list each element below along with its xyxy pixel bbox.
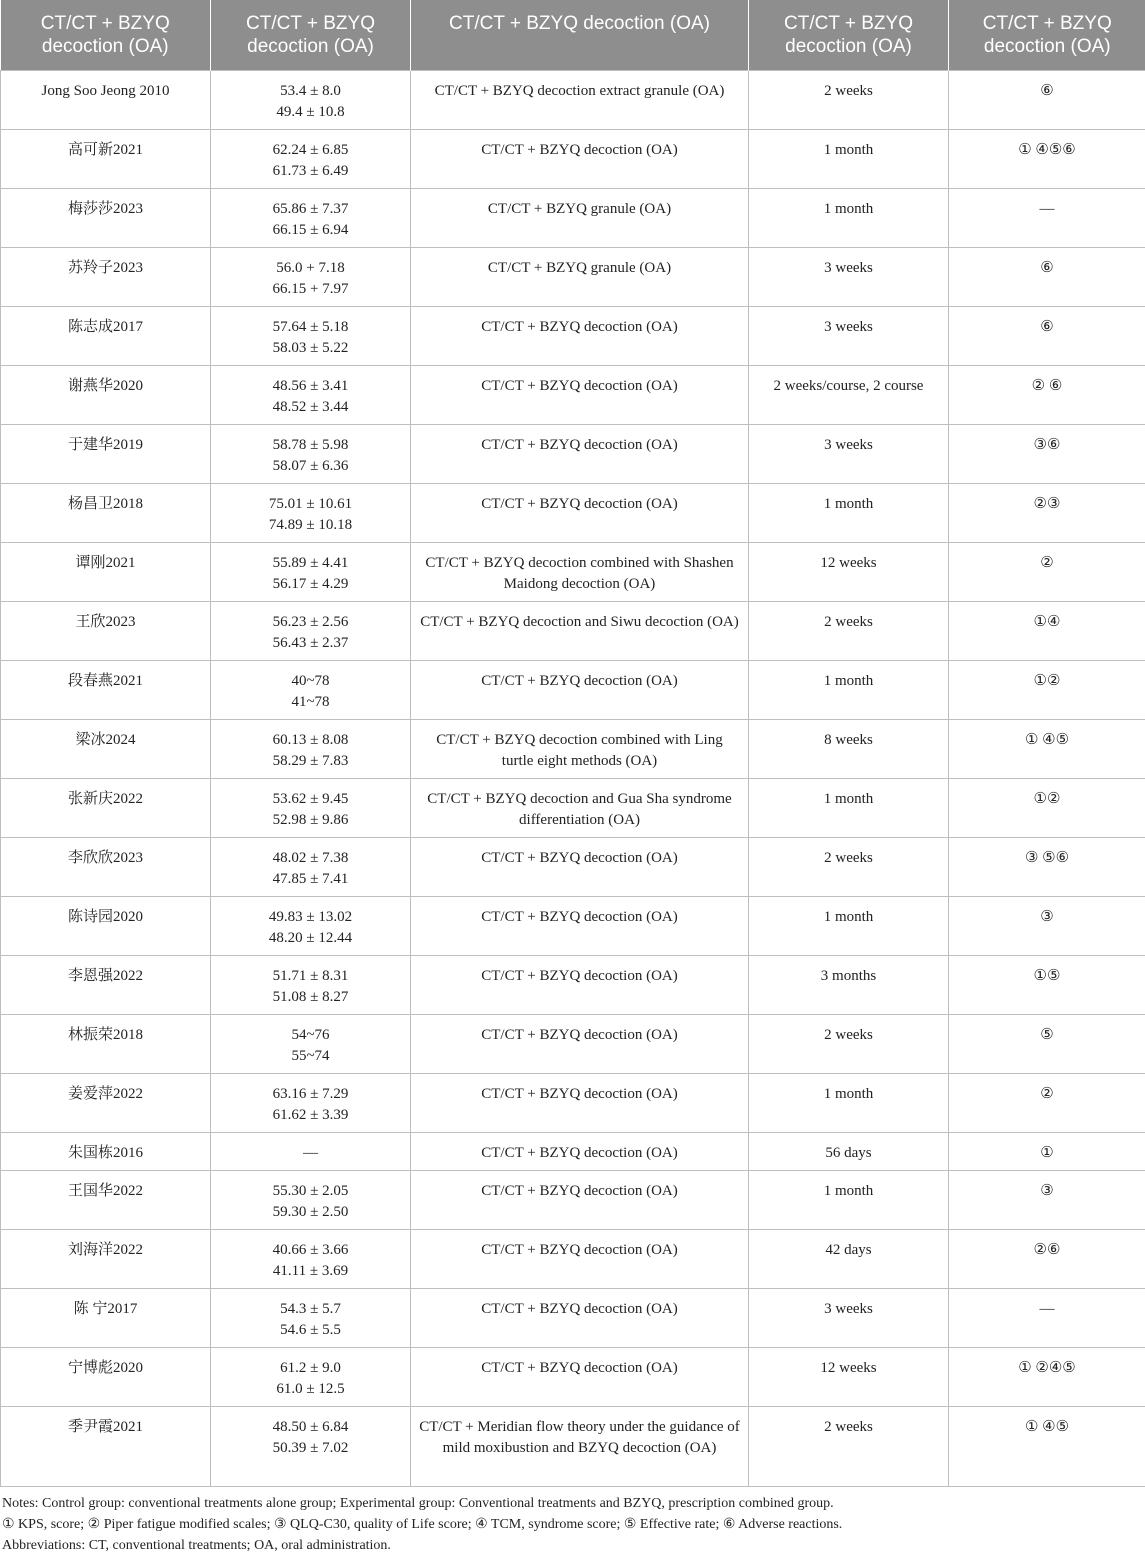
age-value-control: 54.6 ± 5.5: [219, 1320, 402, 1341]
age-value-control: 61.73 ± 6.49: [219, 161, 402, 182]
outcomes-cell: ① ②④⑤: [949, 1347, 1145, 1406]
column-header-2: CT/CT + BZYQ decoction (OA): [211, 0, 411, 70]
duration-cell: 2 weeks: [749, 601, 949, 660]
table-row: [1, 719, 1145, 778]
age-value-control: 66.15 ± 6.94: [219, 220, 402, 241]
intervention-cell: CT/CT + BZYQ decoction (OA): [411, 660, 749, 719]
age-value-experimental: 63.16 ± 7.29: [219, 1084, 402, 1105]
outcomes-cell: ①②: [949, 660, 1145, 719]
duration-cell: 1 month: [749, 188, 949, 247]
table-row: [1, 247, 1145, 306]
legend-line: ① KPS, score; ② Piper fatigue modified scales; ③ QLQ-C30, quality of Life score; ④ TCM, syndrome score; ⑤ Effective rate; ⑥ Adverse reactions.: [2, 1514, 1143, 1535]
duration-cell: 3 weeks: [749, 247, 949, 306]
age-cell: [211, 424, 411, 483]
age-value-experimental: 55.30 ± 2.05: [219, 1181, 402, 1202]
duration-cell: 3 weeks: [749, 306, 949, 365]
table-row: [1, 483, 1145, 542]
outcomes-cell: ⑥: [949, 247, 1145, 306]
outcomes-cell: ②: [949, 1073, 1145, 1132]
abbreviations-line: Abbreviations: CT, conventional treatments; OA, oral administration.: [2, 1535, 1143, 1556]
outcomes-cell: ③: [949, 896, 1145, 955]
age-cell: [211, 188, 411, 247]
age-value-experimental: 57.64 ± 5.18: [219, 317, 402, 338]
age-value-control: 48.20 ± 12.44: [219, 928, 402, 949]
age-cell: [211, 483, 411, 542]
duration-cell: 1 month: [749, 483, 949, 542]
duration-cell: 56 days: [749, 1132, 949, 1170]
intervention-cell: CT/CT + Meridian flow theory under the guidance of mild moxibustion and BZYQ decoction (OA): [411, 1406, 749, 1486]
age-value-experimental: —: [219, 1143, 402, 1164]
table-row: [1, 778, 1145, 837]
age-cell: [211, 247, 411, 306]
column-header-5: CT/CT + BZYQ decoction (OA): [949, 0, 1145, 70]
age-cell: [211, 837, 411, 896]
outcomes-cell: ① ④⑤: [949, 1406, 1145, 1486]
intervention-cell: CT/CT + BZYQ decoction (OA): [411, 1014, 749, 1073]
table-row: [1, 70, 1145, 129]
intervention-cell: CT/CT + BZYQ decoction (OA): [411, 1132, 749, 1170]
table-row: [1, 896, 1145, 955]
table-row: [1, 1347, 1145, 1406]
column-header-3: CT/CT + BZYQ decoction (OA): [411, 0, 749, 70]
outcomes-cell: ②③: [949, 483, 1145, 542]
table-row: [1, 1073, 1145, 1132]
age-cell: [211, 70, 411, 129]
outcomes-cell: ③: [949, 1170, 1145, 1229]
table-row: [1, 306, 1145, 365]
age-cell: [211, 306, 411, 365]
age-value-control: 51.08 ± 8.27: [219, 987, 402, 1008]
age-cell: [211, 1347, 411, 1406]
age-value-experimental: 54~76: [219, 1025, 402, 1046]
age-value-experimental: 48.02 ± 7.38: [219, 848, 402, 869]
table-row: [1, 1132, 1145, 1170]
outcomes-cell: ⑤: [949, 1014, 1145, 1073]
outcomes-cell: ②⑥: [949, 1229, 1145, 1288]
outcomes-cell: ③ ⑤⑥: [949, 837, 1145, 896]
age-value-experimental: 40.66 ± 3.66: [219, 1240, 402, 1261]
age-value-experimental: 56.0 + 7.18: [219, 258, 402, 279]
intervention-cell: CT/CT + BZYQ decoction combined with Shashen Maidong decoction (OA): [411, 542, 749, 601]
table-row: [1, 542, 1145, 601]
outcomes-cell: ⑥: [949, 306, 1145, 365]
study-cell: 谭刚2021: [1, 542, 211, 601]
intervention-cell: CT/CT + BZYQ decoction extract granule (OA): [411, 70, 749, 129]
outcomes-cell: ③⑥: [949, 424, 1145, 483]
age-value-experimental: 62.24 ± 6.85: [219, 140, 402, 161]
age-cell: [211, 778, 411, 837]
table-row: [1, 1406, 1145, 1486]
study-cell: 王欣2023: [1, 601, 211, 660]
table-row: [1, 1014, 1145, 1073]
table-row: [1, 1229, 1145, 1288]
study-cell: 宁博彪2020: [1, 1347, 211, 1406]
intervention-cell: CT/CT + BZYQ decoction and Gua Sha syndrome differentiation (OA): [411, 778, 749, 837]
header-row: [1, 0, 1145, 70]
outcomes-cell: ① ④⑤: [949, 719, 1145, 778]
age-cell: [211, 719, 411, 778]
outcomes-cell: ①: [949, 1132, 1145, 1170]
age-value-experimental: 58.78 ± 5.98: [219, 435, 402, 456]
column-header-1: CT/CT + BZYQ decoction (OA): [1, 0, 211, 70]
age-value-experimental: 65.86 ± 7.37: [219, 199, 402, 220]
duration-cell: 3 weeks: [749, 1288, 949, 1347]
age-value-control: 58.03 ± 5.22: [219, 338, 402, 359]
intervention-cell: CT/CT + BZYQ decoction (OA): [411, 306, 749, 365]
age-value-experimental: 61.2 ± 9.0: [219, 1358, 402, 1379]
duration-cell: 12 weeks: [749, 1347, 949, 1406]
duration-cell: 2 weeks: [749, 1014, 949, 1073]
notes-line: Notes: Control group: conventional treatments alone group; Experimental group: Conventional treatments and BZYQ, prescription combined group.: [2, 1493, 1143, 1514]
intervention-cell: CT/CT + BZYQ granule (OA): [411, 188, 749, 247]
study-cell: 李恩强2022: [1, 955, 211, 1014]
intervention-cell: CT/CT + BZYQ decoction (OA): [411, 365, 749, 424]
study-cell: 段春燕2021: [1, 660, 211, 719]
outcomes-cell: ⑥: [949, 70, 1145, 129]
age-value-experimental: 49.83 ± 13.02: [219, 907, 402, 928]
study-cell: 张新庆2022: [1, 778, 211, 837]
age-value-control: 55~74: [219, 1046, 402, 1067]
outcomes-cell: —: [949, 188, 1145, 247]
study-cell: 杨昌卫2018: [1, 483, 211, 542]
age-value-control: 58.29 ± 7.83: [219, 751, 402, 772]
study-cell: 于建华2019: [1, 424, 211, 483]
age-value-control: 41.11 ± 3.69: [219, 1261, 402, 1282]
age-value-control: 47.85 ± 7.41: [219, 869, 402, 890]
duration-cell: 1 month: [749, 778, 949, 837]
study-cell: 王国华2022: [1, 1170, 211, 1229]
duration-cell: 1 month: [749, 129, 949, 188]
intervention-cell: CT/CT + BZYQ decoction (OA): [411, 1170, 749, 1229]
intervention-cell: CT/CT + BZYQ decoction (OA): [411, 837, 749, 896]
study-cell: 刘海洋2022: [1, 1229, 211, 1288]
table-row: [1, 955, 1145, 1014]
age-value-control: 74.89 ± 10.18: [219, 515, 402, 536]
table-body: [1, 70, 1145, 1486]
study-cell: 陈诗园2020: [1, 896, 211, 955]
age-value-experimental: 48.50 ± 6.84: [219, 1417, 402, 1438]
table-row: [1, 601, 1145, 660]
age-cell: [211, 1132, 411, 1170]
table-row: [1, 1170, 1145, 1229]
outcomes-cell: ①⑤: [949, 955, 1145, 1014]
age-value-experimental: 55.89 ± 4.41: [219, 553, 402, 574]
age-value-control: 59.30 ± 2.50: [219, 1202, 402, 1223]
study-cell: Jong Soo Jeong 2010: [1, 70, 211, 129]
intervention-cell: CT/CT + BZYQ granule (OA): [411, 247, 749, 306]
age-cell: [211, 1406, 411, 1486]
outcomes-cell: ①④: [949, 601, 1145, 660]
age-value-experimental: 40~78: [219, 671, 402, 692]
study-cell: 姜爱萍2022: [1, 1073, 211, 1132]
age-value-experimental: 51.71 ± 8.31: [219, 966, 402, 987]
duration-cell: 1 month: [749, 1073, 949, 1132]
age-cell: [211, 1288, 411, 1347]
age-value-control: 56.43 ± 2.37: [219, 633, 402, 654]
table-row: [1, 188, 1145, 247]
age-value-experimental: 60.13 ± 8.08: [219, 730, 402, 751]
outcomes-cell: ②: [949, 542, 1145, 601]
duration-cell: 42 days: [749, 1229, 949, 1288]
outcomes-cell: ① ④⑤⑥: [949, 129, 1145, 188]
age-cell: [211, 601, 411, 660]
table-notes: [0, 1487, 1145, 1556]
study-cell: 谢燕华2020: [1, 365, 211, 424]
age-cell: [211, 896, 411, 955]
duration-cell: 2 weeks: [749, 1406, 949, 1486]
age-cell: [211, 1229, 411, 1288]
age-cell: [211, 1073, 411, 1132]
duration-cell: 1 month: [749, 1170, 949, 1229]
duration-cell: 1 month: [749, 660, 949, 719]
column-header-4: CT/CT + BZYQ decoction (OA): [749, 0, 949, 70]
duration-cell: 2 weeks/course, 2 course: [749, 365, 949, 424]
study-cell: 高可新2021: [1, 129, 211, 188]
intervention-cell: CT/CT + BZYQ decoction (OA): [411, 1073, 749, 1132]
age-cell: [211, 660, 411, 719]
duration-cell: 8 weeks: [749, 719, 949, 778]
study-cell: 陈 宁2017: [1, 1288, 211, 1347]
study-cell: 朱国栋2016: [1, 1132, 211, 1170]
study-cell: 李欣欣2023: [1, 837, 211, 896]
age-value-experimental: 53.4 ± 8.0: [219, 81, 402, 102]
table-row: [1, 1288, 1145, 1347]
intervention-cell: CT/CT + BZYQ decoction (OA): [411, 896, 749, 955]
age-value-control: 41~78: [219, 692, 402, 713]
intervention-cell: CT/CT + BZYQ decoction (OA): [411, 483, 749, 542]
age-cell: [211, 542, 411, 601]
table-row: [1, 837, 1145, 896]
age-cell: [211, 955, 411, 1014]
age-value-experimental: 56.23 ± 2.56: [219, 612, 402, 633]
age-value-control: 61.0 ± 12.5: [219, 1379, 402, 1400]
table-row: [1, 365, 1145, 424]
age-value-control: 66.15 + 7.97: [219, 279, 402, 300]
study-cell: 林振荣2018: [1, 1014, 211, 1073]
outcomes-cell: —: [949, 1288, 1145, 1347]
age-value-control: 61.62 ± 3.39: [219, 1105, 402, 1126]
table-header: [1, 0, 1145, 70]
age-value-experimental: 75.01 ± 10.61: [219, 494, 402, 515]
intervention-cell: CT/CT + BZYQ decoction (OA): [411, 1229, 749, 1288]
duration-cell: 1 month: [749, 896, 949, 955]
age-cell: [211, 1014, 411, 1073]
table-row: [1, 129, 1145, 188]
intervention-cell: CT/CT + BZYQ decoction (OA): [411, 424, 749, 483]
age-value-experimental: 54.3 ± 5.7: [219, 1299, 402, 1320]
age-value-control: 48.52 ± 3.44: [219, 397, 402, 418]
age-cell: [211, 1170, 411, 1229]
age-value-control: 58.07 ± 6.36: [219, 456, 402, 477]
duration-cell: 2 weeks: [749, 837, 949, 896]
intervention-cell: CT/CT + BZYQ decoction combined with Ling turtle eight methods (OA): [411, 719, 749, 778]
intervention-cell: CT/CT + BZYQ decoction (OA): [411, 1347, 749, 1406]
duration-cell: 2 weeks: [749, 70, 949, 129]
intervention-cell: CT/CT + BZYQ decoction (OA): [411, 1288, 749, 1347]
study-cell: 季尹霞2021: [1, 1406, 211, 1486]
duration-cell: 3 months: [749, 955, 949, 1014]
study-cell: 梁冰2024: [1, 719, 211, 778]
age-value-control: 50.39 ± 7.02: [219, 1438, 402, 1459]
age-value-experimental: 53.62 ± 9.45: [219, 789, 402, 810]
duration-cell: 12 weeks: [749, 542, 949, 601]
study-cell: 苏羚子2023: [1, 247, 211, 306]
age-cell: [211, 365, 411, 424]
outcomes-cell: ①②: [949, 778, 1145, 837]
table-row: [1, 424, 1145, 483]
age-value-control: 49.4 ± 10.8: [219, 102, 402, 123]
age-value-control: 56.17 ± 4.29: [219, 574, 402, 595]
intervention-cell: CT/CT + BZYQ decoction and Siwu decoction (OA): [411, 601, 749, 660]
outcomes-cell: ② ⑥: [949, 365, 1145, 424]
duration-cell: 3 weeks: [749, 424, 949, 483]
age-value-experimental: 48.56 ± 3.41: [219, 376, 402, 397]
intervention-cell: CT/CT + BZYQ decoction (OA): [411, 129, 749, 188]
table-row: [1, 660, 1145, 719]
age-value-control: 52.98 ± 9.86: [219, 810, 402, 831]
study-cell: 梅莎莎2023: [1, 188, 211, 247]
age-cell: [211, 129, 411, 188]
study-cell: 陈志成2017: [1, 306, 211, 365]
intervention-cell: CT/CT + BZYQ decoction (OA): [411, 955, 749, 1014]
